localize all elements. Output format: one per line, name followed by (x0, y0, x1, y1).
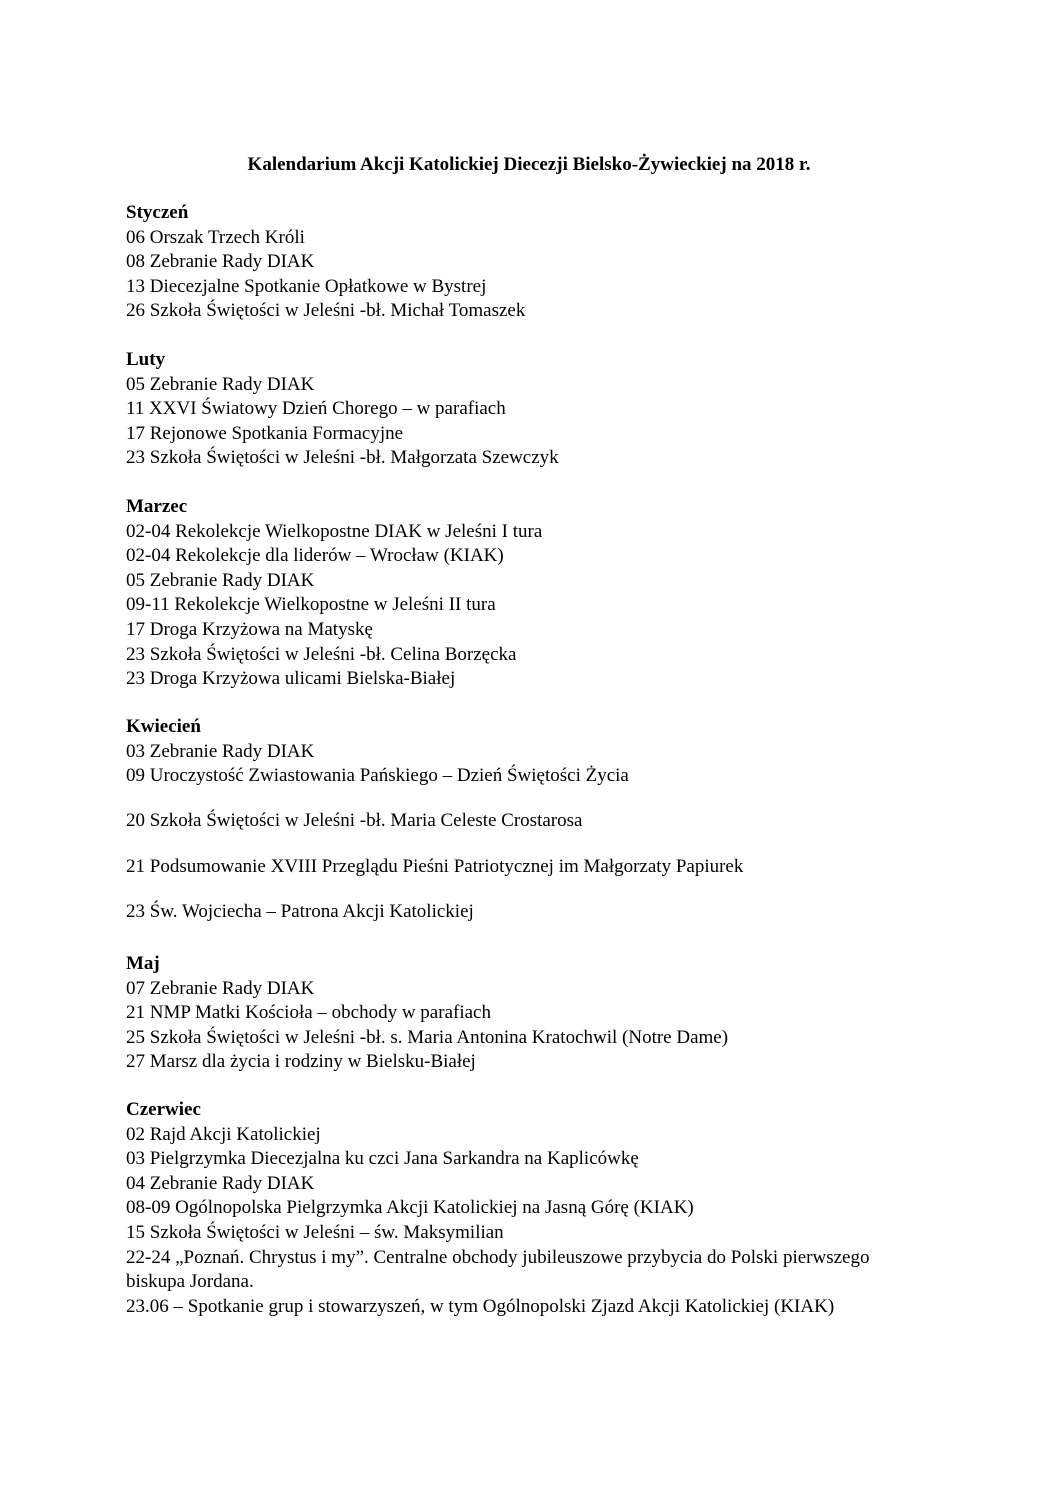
calendar-entry: 25 Szkoła Świętości w Jeleśni -bł. s. Maria Antonina Kratochwil (Notre Dame) (126, 1026, 729, 1048)
calendar-entry: 23 Droga Krzyżowa ulicami Bielska-Białej (126, 668, 456, 690)
calendar-entry: 22-24 „Poznań. Chrystus i my”. Centralne obchody jubileuszowe przybycia do Polski pierwszego biskupa Jordana. (126, 1246, 870, 1293)
calendar-entry: 06 Orszak Trzech Króli (126, 226, 305, 248)
document-title: Kalendarium Akcji Katolickiej Diecezji Bielsko-Żywieckiej na 2018 r. (247, 154, 811, 175)
calendar-entry: 08-09 Ogólnopolska Pielgrzymka Akcji Katolickiej na Jasną Górę (KIAK) (126, 1197, 694, 1219)
month-section-kwiecien (126, 715, 1006, 925)
month-section-luty (126, 348, 1006, 471)
calendar-entry: 27 Marsz dla życia i rodziny w Bielsku-Białej (126, 1051, 476, 1073)
calendar-entry: 15 Szkoła Świętości w Jeleśni – św. Maksymilian (126, 1221, 504, 1243)
calendar-entry: 21 Podsumowanie XVIII Przeglądu Pieśni Patriotycznej im Małgorzaty Papiurek (126, 855, 744, 877)
calendar-entry: 23 Szkoła Świętości w Jeleśni -bł. Celina Borzęcka (126, 643, 517, 665)
calendar-entry: 02-04 Rekolekcje dla liderów – Wrocław (KIAK) (126, 545, 504, 567)
calendar-entry: 09 Uroczystość Zwiastowania Pańskiego – Dzień Świętości Życia (126, 765, 629, 787)
calendar-entry: 03 Zebranie Rady DIAK (126, 740, 315, 762)
calendar-entry: 21 NMP Matki Kościoła – obchody w parafiach (126, 1002, 491, 1024)
month-heading: Marzec (126, 496, 188, 517)
calendar-entry: 08 Zebranie Rady DIAK (126, 251, 315, 273)
calendar-entry: 17 Rejonowe Spotkania Formacyjne (126, 422, 404, 444)
calendar-entry: 04 Zebranie Rady DIAK (126, 1172, 315, 1194)
calendar-entry: 23 Szkoła Świętości w Jeleśni -bł. Małgorzata Szewczyk (126, 447, 559, 469)
month-heading: Maj (126, 953, 160, 974)
month-section-czerwiec (126, 1098, 1006, 1319)
month-section-maj (126, 952, 1006, 1075)
calendar-entry: 17 Droga Krzyżowa na Matyskę (126, 618, 373, 640)
calendar-entry: 05 Zebranie Rady DIAK (126, 569, 315, 591)
calendar-entry: 23 Św. Wojciecha – Patrona Akcji Katolickiej (126, 901, 474, 923)
calendar-entry: 26 Szkoła Świętości w Jeleśni -bł. Michał Tomaszek (126, 300, 526, 322)
month-heading: Styczeń (126, 202, 189, 223)
month-section-marzec (126, 495, 1006, 692)
month-heading: Luty (126, 349, 166, 370)
calendar-entry: 02-04 Rekolekcje Wielkopostne DIAK w Jeleśni I tura (126, 520, 543, 542)
calendar-entry: 09-11 Rekolekcje Wielkopostne w Jeleśni II tura (126, 594, 496, 616)
calendar-entry: 07 Zebranie Rady DIAK (126, 977, 315, 999)
calendar-entry: 23.06 – Spotkanie grup i stowarzyszeń, w tym Ogólnopolski Zjazd Akcji Katolickiej (KIAK) (126, 1295, 835, 1317)
calendar-entry: 13 Diecezjalne Spotkanie Opłatkowe w Bystrej (126, 275, 487, 297)
month-section-styczen (126, 201, 1006, 324)
calendar-entry: 02 Rajd Akcji Katolickiej (126, 1123, 321, 1145)
month-heading: Czerwiec (126, 1099, 201, 1120)
calendar-entry: 20 Szkoła Świętości w Jeleśni -bł. Maria Celeste Crostarosa (126, 810, 583, 832)
calendar-entry: 05 Zebranie Rady DIAK (126, 373, 315, 395)
calendar-entry: 11 XXVI Światowy Dzień Chorego – w parafiach (126, 398, 506, 420)
month-heading: Kwiecień (126, 716, 201, 737)
calendar-entry: 03 Pielgrzymka Diecezjalna ku czci Jana Sarkandra na Kaplicówkę (126, 1148, 639, 1170)
